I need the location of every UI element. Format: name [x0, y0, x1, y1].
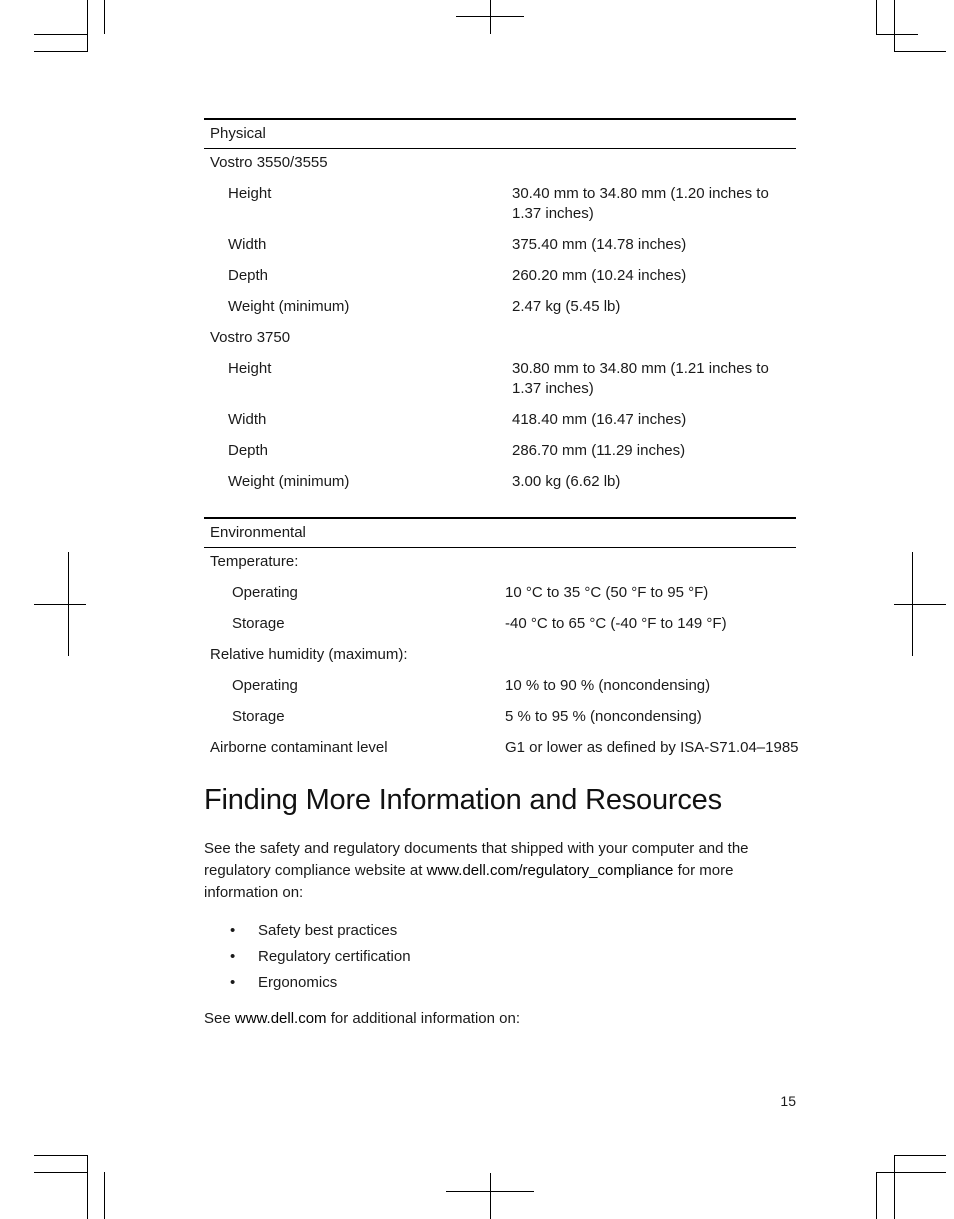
additional-info-paragraph	[204, 1008, 764, 1030]
regulatory-compliance-link[interactable]: www.dell.com/regulatory_compliance	[426, 862, 674, 879]
spec-label: Operating	[232, 584, 298, 601]
spec-value: 30.40 mm to 34.80 mm (1.20 inches to 1.37 inches)	[512, 185, 769, 222]
spec-label: Storage	[232, 708, 285, 725]
physical-table	[204, 118, 796, 490]
spec-label: Width	[228, 236, 267, 253]
spec-value: 286.70 mm (11.29 inches)	[512, 442, 686, 459]
spec-value: 260.20 mm (10.24 inches)	[512, 267, 687, 284]
list-item	[204, 918, 411, 944]
spec-value: 5 % to 95 % (noncondensing)	[505, 708, 702, 725]
info-bullet-list	[204, 918, 411, 996]
spec-label: Depth	[228, 267, 269, 284]
bullet-icon: •	[230, 922, 236, 939]
list-item-text: Ergonomics	[258, 974, 338, 991]
environmental-table	[204, 517, 799, 756]
spec-label: Depth	[228, 442, 269, 459]
bullet-icon: •	[230, 948, 236, 965]
spec-label: Airborne contaminant level	[210, 739, 388, 756]
list-item	[204, 944, 411, 970]
list-item	[204, 970, 411, 996]
spec-value: G1 or lower as defined by ISA-S71.04–1985	[505, 739, 799, 756]
spec-label: Width	[228, 411, 267, 428]
spec-value: 2.47 kg (5.45 lb)	[512, 298, 621, 315]
additional-text-before: See	[204, 1010, 235, 1027]
bullet-icon: •	[230, 974, 236, 991]
spec-label: Storage	[232, 615, 285, 632]
spec-value: 10 °C to 35 °C (50 °F to 95 °F)	[505, 584, 709, 601]
spec-value: 375.40 mm (14.78 inches)	[512, 236, 687, 253]
spec-value: 30.80 mm to 34.80 mm (1.21 inches to 1.37 inches)	[512, 360, 769, 397]
spec-value: 3.00 kg (6.62 lb)	[512, 473, 621, 490]
list-item-text: Regulatory certification	[258, 948, 411, 965]
spec-value: 10 % to 90 % (noncondensing)	[505, 677, 711, 694]
group-name: Temperature:	[210, 553, 299, 570]
intro-text-after: for more information on:	[204, 862, 734, 901]
spec-label: Weight (minimum)	[228, 298, 350, 315]
section-heading: Finding More Information and Resources	[204, 784, 722, 816]
intro-paragraph	[204, 838, 764, 904]
spec-label: Weight (minimum)	[228, 473, 350, 490]
group-name: Relative humidity (maximum):	[210, 646, 408, 663]
dell-website-link[interactable]: www.dell.com	[234, 1010, 327, 1027]
additional-text-after: for additional information on:	[326, 1010, 521, 1027]
spec-label: Height	[228, 360, 272, 377]
list-item-text: Safety best practices	[258, 922, 398, 939]
page-number: 15	[780, 1093, 796, 1109]
spec-value: -40 °C to 65 °C (-40 °F to 149 °F)	[505, 615, 727, 632]
group-name: Vostro 3550/3555	[210, 154, 328, 171]
spec-label: Operating	[232, 677, 298, 694]
intro-text-before: See the safety and regulatory documents that shipped with your computer and the regulatory compliance website at	[204, 840, 749, 879]
environmental-table-header: Environmental	[204, 517, 796, 548]
spec-value: 418.40 mm (16.47 inches)	[512, 411, 687, 428]
physical-table-header: Physical	[204, 118, 796, 149]
group-name: Vostro 3750	[210, 329, 291, 346]
spec-label: Height	[228, 185, 272, 202]
